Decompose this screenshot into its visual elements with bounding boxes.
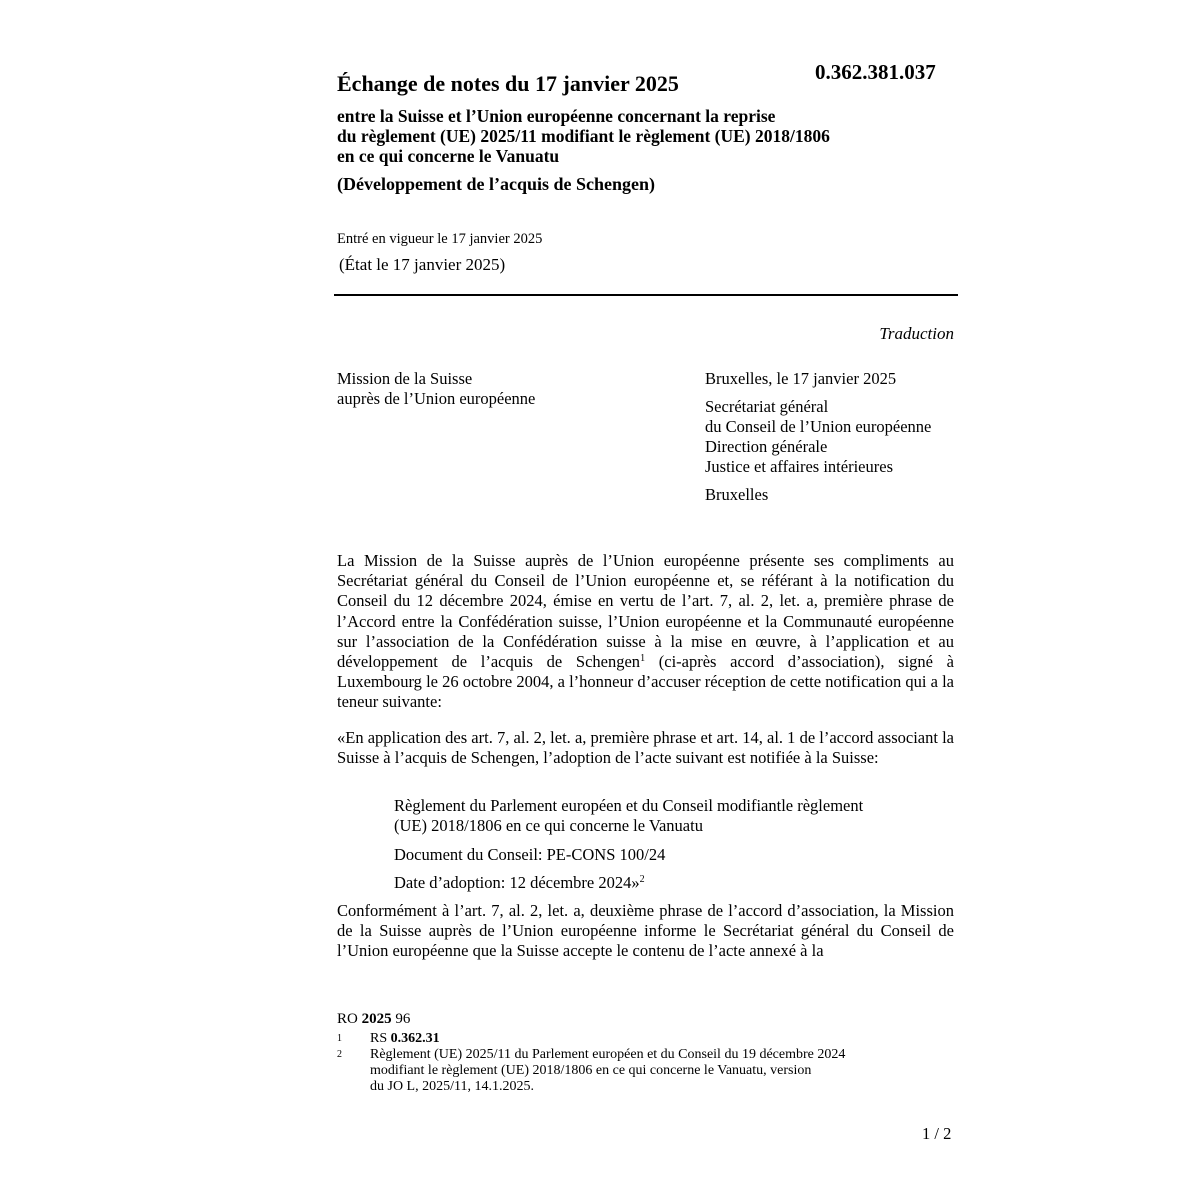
recipient-city: Bruxelles xyxy=(705,485,769,504)
footnote-rs-link[interactable]: 0.362.31 xyxy=(390,1031,440,1046)
sender-line: Mission de la Suisse xyxy=(337,369,473,388)
recipient-address-line: Justice et affaires intérieures xyxy=(705,457,893,476)
paragraph-text: (ci-après accord d’association), signé à Luxembourg le 26 octobre 2004, a l’honneur d’accuser réception de cette notification qui a la teneur suivante: xyxy=(337,652,954,712)
recipient-address-line: du Conseil de l’Union européenne xyxy=(705,417,932,436)
sender-line: auprès de l’Union européenne xyxy=(337,389,536,408)
translation-label: Traduction xyxy=(879,324,954,343)
ro-prefix: RO xyxy=(337,1011,358,1027)
document-title: Échange de notes du 17 janvier 2025 xyxy=(337,71,679,96)
body-paragraph-3: Conformément à l’art. 7, al. 2, let. a, deuxième phrase de l’accord d’association, la Mission de la Suisse auprès de l’Union européenne informe le Secrétariat général du Conseil de l’Union européenne que la Suisse accepte le contenu de l’acte annexé à la xyxy=(337,901,954,961)
state-date: (État le 17 janvier 2025) xyxy=(339,255,506,274)
footnote-ref-1: 1 xyxy=(640,653,646,665)
footnote-ref-2: 2 xyxy=(639,874,645,885)
subtitle-line: du règlement (UE) 2025/11 modifiant le règlement (UE) 2018/1806 xyxy=(337,126,830,146)
footnote-prefix: RS xyxy=(370,1031,391,1046)
footnote-number: 1 xyxy=(337,1033,342,1044)
body-paragraph-2: «En application des art. 7, al. 2, let. a, première phrase et art. 14, al. 1 de l’accord associant la Suisse à l’acquis de Schengen, l’adoption de l’acte suivant est notifiée à la Suisse: xyxy=(337,728,954,768)
paragraph-text: La Mission de la Suisse auprès de l’Union européenne présente ses compliments au Secrétariat général du Conseil de l’Union européenne et, se référant à la notification du Conseil du 12 décembre 2024, émise en vertu de l’art. 7, al. 2, let. a, première phrase de l’Accord entre la Confédération suisse, l’Union européenne et la Communauté européenne sur l’association de la Confédération suisse à la mise en œuvre, à l’application et au développement de l’acquis de Schengen xyxy=(337,551,954,672)
quoted-regulation-line: Règlement du Parlement européen et du Conseil modifiantle règlement xyxy=(394,796,864,815)
adoption-date-text: Date d’adoption: 12 décembre 2024» xyxy=(394,873,640,892)
subtitle-line: entre la Suisse et l’Union européenne concernant la reprise xyxy=(337,106,776,126)
entry-into-force: Entré en vigueur le 17 janvier 2025 xyxy=(337,231,543,247)
ro-year: 2025 xyxy=(361,1011,392,1027)
sr-number: 0.362.381.037 xyxy=(815,60,936,84)
sender-block xyxy=(337,369,535,409)
footnote-line: du JO L, 2025/11, 14.1.2025. xyxy=(370,1079,534,1094)
place-date: Bruxelles, le 17 janvier 2025 xyxy=(705,369,897,388)
recipient-address-line: Direction générale xyxy=(705,437,828,456)
quoted-document: Document du Conseil: PE-CONS 100/24 xyxy=(394,845,666,864)
body-paragraph-1 xyxy=(337,551,954,713)
recipient-block xyxy=(705,369,931,505)
footnote-number: 2 xyxy=(337,1049,342,1060)
subtitle-line: en ce qui concerne le Vanuatu xyxy=(337,146,560,166)
ro-reference xyxy=(337,1011,410,1028)
schengen-note: (Développement de l’acquis de Schengen) xyxy=(337,174,655,194)
quoted-regulation-line: (UE) 2018/1806 en ce qui concerne le Vanuatu xyxy=(394,816,703,835)
header-divider xyxy=(334,294,958,296)
page-number: 1 / 2 xyxy=(922,1124,952,1143)
quoted-adoption-date xyxy=(394,873,645,893)
recipient-address-line: Secrétariat général xyxy=(705,397,829,416)
footnote-line: modifiant le règlement (UE) 2018/1806 en ce qui concerne le Vanuatu, version xyxy=(370,1063,812,1078)
footnote-line: Règlement (UE) 2025/11 du Parlement européen et du Conseil du 19 décembre 2024 xyxy=(370,1047,846,1062)
document-subtitle xyxy=(337,106,937,166)
quoted-regulation xyxy=(394,796,863,836)
ro-page: 96 xyxy=(395,1011,411,1027)
